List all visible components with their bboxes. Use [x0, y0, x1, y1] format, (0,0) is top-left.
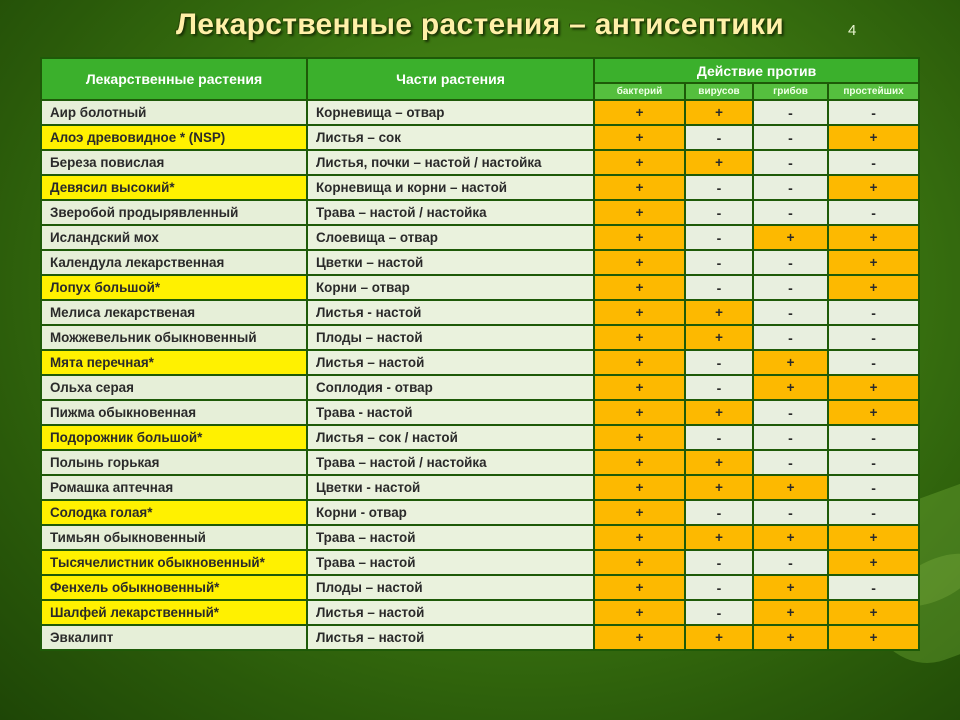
effect-fungi: -: [753, 150, 828, 175]
effect-protozoa: +: [828, 400, 919, 425]
plant-name: Лопух большой*: [41, 275, 307, 300]
plant-part: Трава – настой: [307, 550, 594, 575]
effect-fungi: -: [753, 425, 828, 450]
effect-protozoa: -: [828, 450, 919, 475]
header-plants: Лекарственные растения: [41, 58, 307, 100]
plant-part: Листья – сок: [307, 125, 594, 150]
table-row: [41, 175, 919, 200]
effect-viruses: +: [685, 325, 753, 350]
plant-name: Тысячелистник обыкновенный*: [41, 550, 307, 575]
effect-viruses: +: [685, 450, 753, 475]
plant-part: Листья – настой: [307, 625, 594, 650]
plant-name: Береза повислая: [41, 150, 307, 175]
effect-viruses: +: [685, 300, 753, 325]
effect-viruses: -: [685, 350, 753, 375]
effect-fungi: -: [753, 275, 828, 300]
effect-protozoa: -: [828, 300, 919, 325]
effect-viruses: +: [685, 525, 753, 550]
plant-name: Календула лекарственная: [41, 250, 307, 275]
plant-name: Эвкалипт: [41, 625, 307, 650]
effect-viruses: +: [685, 100, 753, 125]
header-parts: Части растения: [307, 58, 594, 100]
table-row: [41, 350, 919, 375]
plant-name: Полынь горькая: [41, 450, 307, 475]
effect-protozoa: -: [828, 100, 919, 125]
effect-fungi: +: [753, 625, 828, 650]
effect-bacteria: +: [594, 175, 685, 200]
plant-part: Корни – отвар: [307, 275, 594, 300]
effect-viruses: +: [685, 625, 753, 650]
header-action: Действие против: [594, 58, 919, 83]
effect-protozoa: -: [828, 150, 919, 175]
effect-viruses: -: [685, 225, 753, 250]
effect-fungi: +: [753, 525, 828, 550]
table-row: [41, 375, 919, 400]
table-row: [41, 275, 919, 300]
effect-protozoa: -: [828, 425, 919, 450]
plant-part: Цветки - настой: [307, 475, 594, 500]
header-protozoa: простейших: [828, 83, 919, 100]
effect-fungi: -: [753, 400, 828, 425]
effect-bacteria: +: [594, 200, 685, 225]
effect-protozoa: +: [828, 225, 919, 250]
plant-name: Зверобой продырявленный: [41, 200, 307, 225]
effect-protozoa: -: [828, 575, 919, 600]
table-row: [41, 225, 919, 250]
table-row: [41, 625, 919, 650]
effect-viruses: +: [685, 150, 753, 175]
plant-name: Тимьян обыкновенный: [41, 525, 307, 550]
effect-fungi: -: [753, 550, 828, 575]
effect-fungi: -: [753, 450, 828, 475]
effect-protozoa: +: [828, 600, 919, 625]
effect-viruses: +: [685, 475, 753, 500]
plant-name: Мята перечная*: [41, 350, 307, 375]
plant-name: Ольха серая: [41, 375, 307, 400]
plants-table: [40, 57, 920, 651]
effect-protozoa: +: [828, 375, 919, 400]
effect-bacteria: +: [594, 450, 685, 475]
table-row: [41, 575, 919, 600]
plant-part: Соплодия - отвар: [307, 375, 594, 400]
plant-part: Трава – настой / настойка: [307, 450, 594, 475]
title-separator: –: [560, 8, 595, 41]
effect-viruses: +: [685, 400, 753, 425]
plant-part: Трава - настой: [307, 400, 594, 425]
table-row: [41, 425, 919, 450]
effect-protozoa: -: [828, 200, 919, 225]
effect-bacteria: +: [594, 100, 685, 125]
effect-bacteria: +: [594, 500, 685, 525]
table-row: [41, 550, 919, 575]
effect-bacteria: +: [594, 325, 685, 350]
plant-name: Подорожник большой*: [41, 425, 307, 450]
table-row: [41, 125, 919, 150]
header-fungi: грибов: [753, 83, 828, 100]
title-sub: антисептики: [594, 8, 785, 41]
effect-viruses: -: [685, 425, 753, 450]
effect-viruses: -: [685, 125, 753, 150]
effect-bacteria: +: [594, 225, 685, 250]
plant-part: Корни - отвар: [307, 500, 594, 525]
effect-viruses: -: [685, 550, 753, 575]
plant-part: Листья – настой: [307, 350, 594, 375]
table-row: [41, 400, 919, 425]
effect-viruses: -: [685, 175, 753, 200]
plant-name: Аир болотный: [41, 100, 307, 125]
plant-part: Корневища – отвар: [307, 100, 594, 125]
plant-name: Солодка голая*: [41, 500, 307, 525]
effect-bacteria: +: [594, 625, 685, 650]
title-main: Лекарственные растения: [175, 8, 561, 41]
plant-name: Можжевельник обыкновенный: [41, 325, 307, 350]
effect-bacteria: +: [594, 275, 685, 300]
effect-fungi: +: [753, 475, 828, 500]
effect-fungi: -: [753, 250, 828, 275]
effect-viruses: -: [685, 575, 753, 600]
plant-part: Плоды – настой: [307, 325, 594, 350]
effect-protozoa: -: [828, 325, 919, 350]
table-row: [41, 525, 919, 550]
effect-protozoa: +: [828, 175, 919, 200]
table-row: [41, 450, 919, 475]
effect-bacteria: +: [594, 525, 685, 550]
plant-name: Исландский мох: [41, 225, 307, 250]
effect-protozoa: -: [828, 475, 919, 500]
effect-bacteria: +: [594, 475, 685, 500]
effect-fungi: +: [753, 600, 828, 625]
effect-fungi: -: [753, 125, 828, 150]
effect-protozoa: -: [828, 350, 919, 375]
plant-name: Девясил высокий*: [41, 175, 307, 200]
effect-viruses: -: [685, 250, 753, 275]
effect-bacteria: +: [594, 250, 685, 275]
effect-viruses: -: [685, 275, 753, 300]
effect-bacteria: +: [594, 425, 685, 450]
plant-name: Шалфей лекарственный*: [41, 600, 307, 625]
effect-protozoa: +: [828, 125, 919, 150]
plant-part: Цветки – настой: [307, 250, 594, 275]
table-row: [41, 325, 919, 350]
table-row: [41, 100, 919, 125]
table-row: [41, 475, 919, 500]
plant-part: Трава – настой: [307, 525, 594, 550]
table-row: [41, 250, 919, 275]
plant-part: Листья – настой: [307, 600, 594, 625]
plant-name: Ромашка аптечная: [41, 475, 307, 500]
effect-protozoa: +: [828, 525, 919, 550]
plant-name: Алоэ древовидное * (NSP): [41, 125, 307, 150]
effect-fungi: +: [753, 225, 828, 250]
effect-fungi: -: [753, 200, 828, 225]
plant-part: Листья - настой: [307, 300, 594, 325]
effect-viruses: -: [685, 200, 753, 225]
effect-bacteria: +: [594, 600, 685, 625]
plant-part: Трава – настой / настойка: [307, 200, 594, 225]
plant-part: Слоевища – отвар: [307, 225, 594, 250]
effect-fungi: -: [753, 500, 828, 525]
plant-part: Листья – сок / настой: [307, 425, 594, 450]
effect-fungi: +: [753, 350, 828, 375]
effect-bacteria: +: [594, 375, 685, 400]
effect-protozoa: +: [828, 275, 919, 300]
effect-bacteria: +: [594, 575, 685, 600]
table-row: [41, 300, 919, 325]
effect-fungi: -: [753, 300, 828, 325]
plant-part: Плоды – настой: [307, 575, 594, 600]
effect-fungi: -: [753, 325, 828, 350]
effect-protozoa: +: [828, 550, 919, 575]
plant-name: Мелиса лекарственая: [41, 300, 307, 325]
effect-protozoa: -: [828, 500, 919, 525]
effect-bacteria: +: [594, 125, 685, 150]
effect-viruses: -: [685, 600, 753, 625]
effect-viruses: -: [685, 375, 753, 400]
table-row: [41, 150, 919, 175]
header-bacteria: бактерий: [594, 83, 685, 100]
effect-fungi: +: [753, 375, 828, 400]
plant-part: Листья, почки – настой / настойка: [307, 150, 594, 175]
plant-name: Пижма обыкновенная: [41, 400, 307, 425]
effect-bacteria: +: [594, 150, 685, 175]
effect-protozoa: +: [828, 250, 919, 275]
effect-fungi: -: [753, 100, 828, 125]
effect-bacteria: +: [594, 350, 685, 375]
effect-fungi: -: [753, 175, 828, 200]
effect-fungi: +: [753, 575, 828, 600]
table-row: [41, 600, 919, 625]
slide-number: 4: [848, 22, 857, 39]
slide-title: [0, 8, 960, 42]
effect-bacteria: +: [594, 550, 685, 575]
effect-bacteria: +: [594, 400, 685, 425]
table-row: [41, 500, 919, 525]
effect-viruses: -: [685, 500, 753, 525]
plant-name: Фенхель обыкновенный*: [41, 575, 307, 600]
table-body: [41, 100, 919, 650]
effect-bacteria: +: [594, 300, 685, 325]
plant-part: Корневища и корни – настой: [307, 175, 594, 200]
effect-protozoa: +: [828, 625, 919, 650]
table-row: [41, 200, 919, 225]
header-viruses: вирусов: [685, 83, 753, 100]
